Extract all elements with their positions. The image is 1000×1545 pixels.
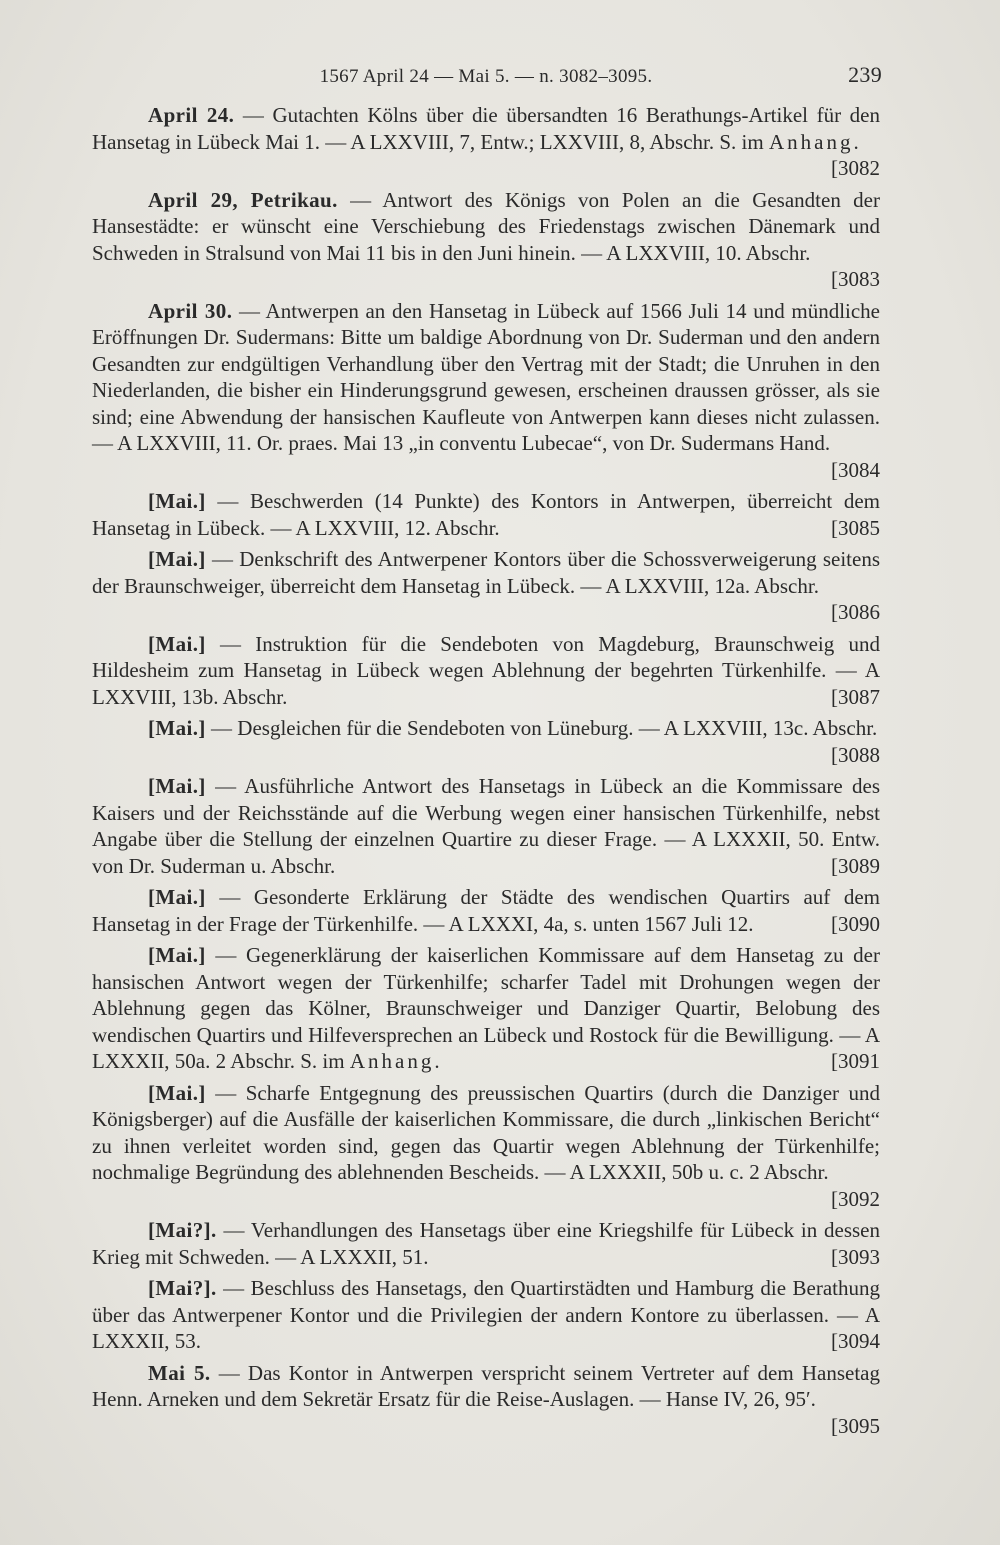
entry-3089 (92, 773, 880, 879)
entry-3091 (92, 942, 880, 1075)
entry-date: [Mai.] (148, 885, 206, 909)
entry-text: — Gesonderte Erklärung der Städte des wendischen Quartirs auf dem Hansetag in der Frage der Türkenhilfe. — A LXXXI, 4a, s. unten 1567 Juli 12. (92, 885, 880, 936)
running-head (92, 62, 880, 102)
page-text-block (92, 62, 880, 1444)
entry-number: [3095 (831, 1413, 880, 1438)
entry-text-spaced: Anhang (768, 129, 854, 154)
entry-number: [3087 (831, 684, 880, 709)
entry-date: Mai 5. (148, 1360, 211, 1385)
page-number: 239 (848, 62, 882, 87)
entry-date: [Mai.] (148, 1080, 206, 1105)
entry-text: — Instruktion für die Sendeboten von Magdeburg, Braunschweig und Hildesheim zum Hansetag in Lübeck wegen Ablehnung der begehrten Türkenhilfe. — A LXXVIII, 13b. Abschr. (92, 631, 880, 709)
entry-text: — Beschluss des Hansetags, den Quartirstädten und Hamburg die Berathung über das Antwerpener Kontor und die Privilegien der andern Kontore zu überlassen. — A LXXXII, 53. (92, 1276, 880, 1353)
entry-number: [3093 (831, 1244, 880, 1269)
entry-number: [3083 (831, 267, 880, 291)
entry-3084 (92, 298, 880, 484)
entry-date: [Mai.] (148, 631, 206, 656)
entry-3082 (92, 102, 880, 182)
entry-3094 (92, 1275, 880, 1355)
entry-text: — Denkschrift des Antwerpener Kontors über die Schossverweigerung seitens der Braunschweiger, überreicht dem Hansetag in Lübeck. — A LXXVIII, 12a. Abschr. (92, 547, 880, 598)
entry-text: — Ausführliche Antwort des Hansetags in Lübeck an die Kommissare des Kaisers und der Reichsstände auf die Werbung wegen einer hansischen Türkenhilfe, nebst Angabe über die Stellung der einzelnen Quartire zu dieser Frage. — A LXXXII, 50. Entw. von Dr. Suderman u. Abschr. (92, 774, 880, 878)
entry-number: [3086 (831, 600, 880, 624)
entry-date: [Mai.] (148, 489, 206, 513)
entry-number: [3089 (831, 853, 880, 878)
entry-date: [Mai?]. (148, 1218, 217, 1242)
entry-date: April 24. (148, 103, 235, 127)
entry-text: — Gegenerklärung der kaiserlichen Kommissare auf dem Hansetag zu der hansischen Antwort wegen der Türkenhilfe; scharfer Tadel mit Drohungen wegen der Ablehnung gegen das Kölner, Braunschweiger und Danziger Quartir, Belobung des wendischen Quartirs und Hilfeversprechen an Lübeck und Rostock für die Bewilligung. — A LXXXII, 50a. 2 Abschr. S. im (92, 943, 880, 1073)
entry-date: [Mai.] (148, 943, 206, 967)
entry-text: — Gutachten Kölns über die übersandten 16 Berathungs-Artikel für den Hansetag in Lübeck Mai 1. — A LXXVIII, 7, Entw.; LXXVIII, 8, Abschr. S. im (92, 103, 880, 154)
entry-number: [3088 (831, 742, 880, 767)
entry-number: [3092 (831, 1186, 880, 1211)
entry-3085 (92, 488, 880, 541)
entry-number: [3094 (831, 1329, 880, 1353)
entry-text: — Das Kontor in Antwerpen verspricht seinem Vertreter auf dem Hansetag Henn. Arneken und dem Sekretär Ersatz für die Reise-Auslagen. — Hanse IV, 26, 95′. (92, 1360, 880, 1411)
entry-date: [Mai.] (148, 547, 206, 571)
entry-number: [3091 (831, 1049, 880, 1073)
entry-number: [3090 (831, 911, 880, 936)
entry-3095 (92, 1360, 880, 1440)
entry-text-end: . (853, 129, 859, 154)
entry-date: April 30. (148, 298, 233, 323)
entry-date: April 29, Petrikau. (148, 187, 338, 212)
entry-date: [Mai.] (148, 716, 206, 740)
entry-text: — Scharfe Entgegnung des preussischen Quartirs (durch die Danziger und Königsberger) auf die Ausfälle der kaiserlichen Kommissare, die durch „linkischen Bericht“ zu ihnen verleitet worden sind, gegen das Quartir wegen Ablehnung der Türkenhilfe; nochmalige Begründung des ablehnenden Bescheids. — A LXXXII, 50b u. c. 2 Abschr. (92, 1080, 880, 1184)
entry-3088 (92, 715, 880, 768)
entry-3087 (92, 631, 880, 711)
entry-number: [3085 (831, 515, 880, 540)
entry-text: — Antwort des Königs von Polen an die Gesandten der Hansestädte: er wünscht eine Verschiebung des Friedenstags zwischen Dänemark und Schweden in Stralsund von Mai 11 bis in den Juni hinein. — A LXXVIII, 10. Abschr. (92, 187, 880, 265)
entry-text: — Antwerpen an den Hansetag in Lübeck auf 1566 Juli 14 und mündliche Eröffnungen Dr. Sudermans: Bitte um baldige Abordnung von Dr. Suderman und den andern Gesandten zur endgültigen Verhandlung über den Vertrag mit der Stadt; die Unruhen in den Niederlanden, die bisher ein Hinderungsgrund gewesen, erscheinen draussen grösser, als sie sind; eine Abwendung der hansischen Kaufleute von Antwerpen kann dieses nicht zulassen. — A LXXVIII, 11. Or. praes. Mai 13 „in conventu Lubecae“, von Dr. Sudermans Hand. (92, 298, 880, 455)
entry-text-spaced: Anhang (349, 1049, 435, 1073)
entry-number: [3082 (831, 156, 880, 180)
entry-text-end: . (434, 1049, 440, 1073)
entries-list (92, 102, 880, 1439)
entry-3083 (92, 187, 880, 293)
entry-date: [Mai?]. (148, 1276, 217, 1300)
entry-number: [3084 (831, 457, 880, 482)
entry-3092 (92, 1080, 880, 1213)
entry-3093 (92, 1217, 880, 1270)
entry-3090 (92, 884, 880, 937)
entry-date: [Mai.] (148, 774, 206, 798)
entry-text: — Beschwerden (14 Punkte) des Kontors in Antwerpen, überreicht dem Hansetag in Lübeck. — A LXXVIII, 12. Abschr. (92, 489, 880, 540)
entry-3086 (92, 546, 880, 626)
entry-text: — Verhandlungen des Hansetags über eine Kriegshilfe für Lübeck in dessen Krieg mit Schweden. — A LXXXII, 51. (92, 1218, 880, 1269)
entry-text: — Desgleichen für die Sendeboten von Lüneburg. — A LXXVIII, 13c. Abschr. (205, 716, 878, 740)
running-head-title: 1567 April 24 — Mai 5. — n. 3082–3095. (319, 66, 653, 87)
